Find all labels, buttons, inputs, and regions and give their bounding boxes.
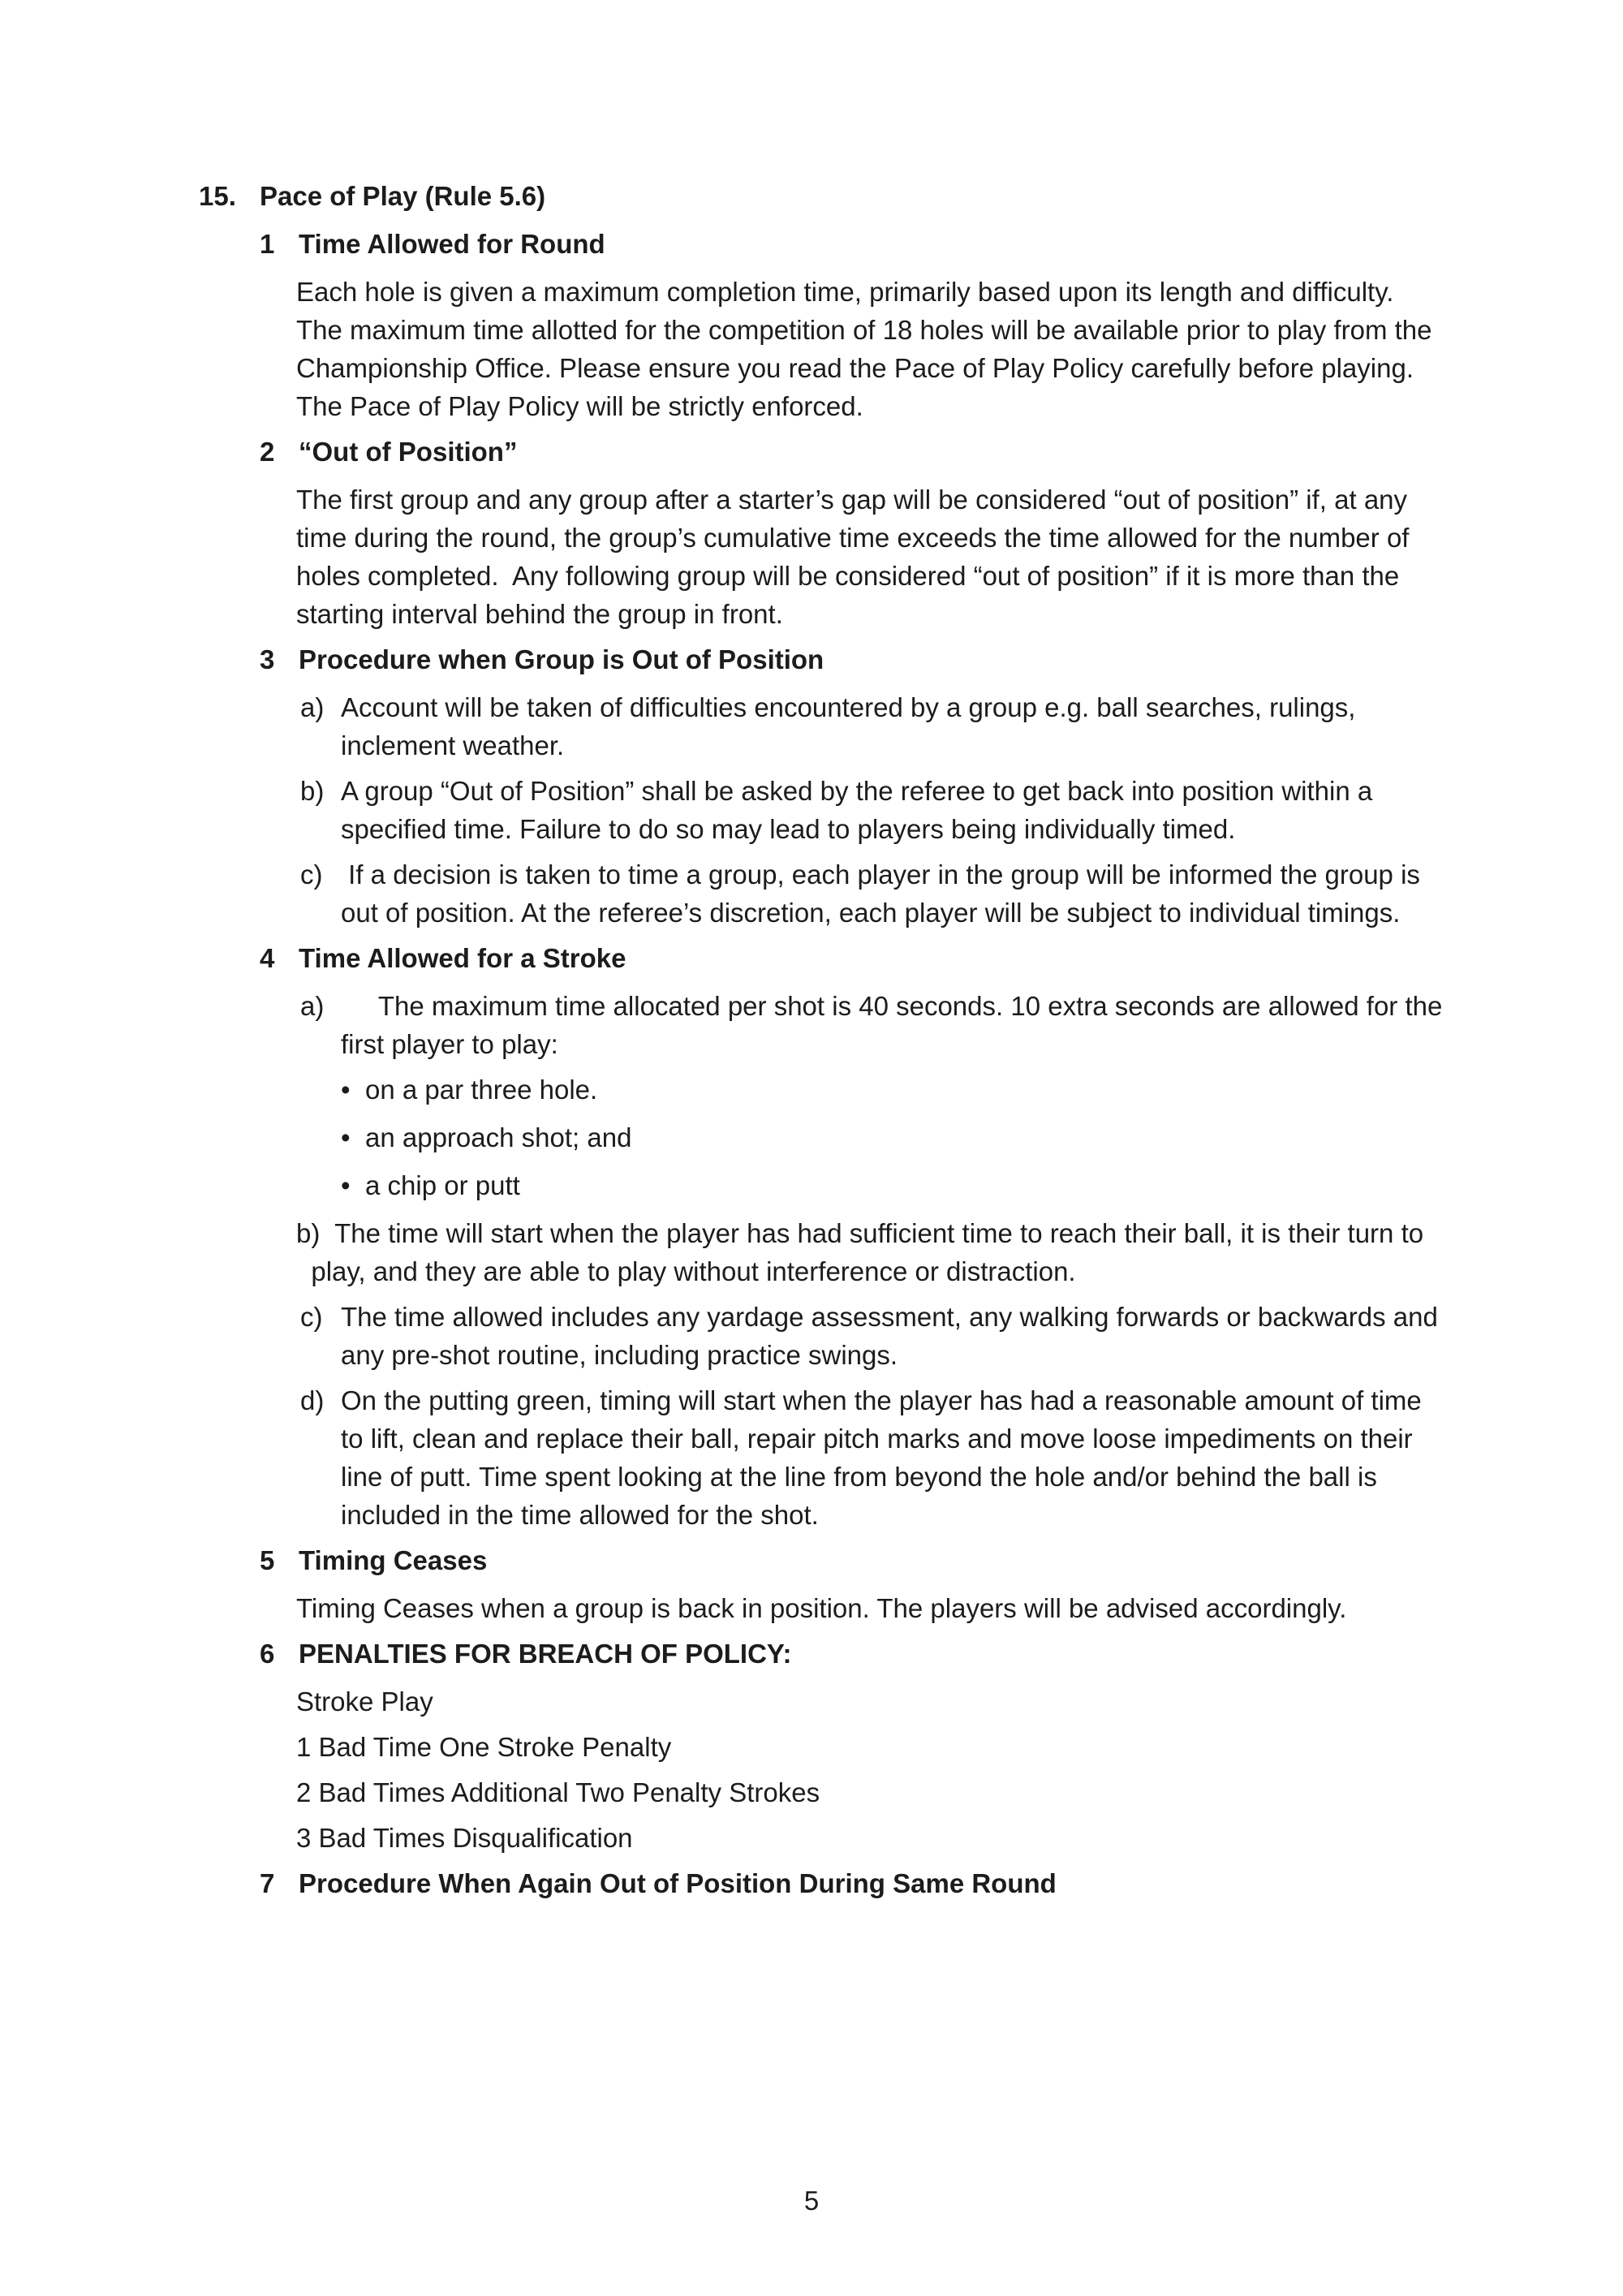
block-plain [296,1728,1444,1766]
block-text: b) The time will start when the player has had sufficient time to reach their ball, it is their turn to play, and they are able to play without interference or distraction. [296,1218,1424,1286]
block-heading [260,640,1444,678]
block-marker: • [341,1170,351,1200]
block-marker: c) [300,859,323,890]
block-marker: a) [300,991,325,1021]
page-number: 5 [803,2186,820,2216]
block-text: Procedure when Group is Out of Position [299,644,824,674]
block-text: Procedure When Again Out of Position During Same Round [299,1868,1057,1898]
block-plain [296,1214,1444,1290]
block-marker: 2 [260,437,275,467]
block-marker: 7 [260,1868,275,1898]
block-marker: c) [300,1302,323,1332]
block-marker: 3 [260,644,275,674]
block-section [199,177,1444,215]
block-marker: 15. [199,181,236,211]
block-marker: • [341,1122,351,1152]
block-marker: 1 [260,229,275,259]
block-text: on a par three hole. [365,1075,598,1105]
block-heading [260,1635,1444,1673]
block-marker: a) [300,692,325,722]
block-text: The first group and any group after a starter’s gap will be considered “out of position” if, at any time during the round, the group’s cumulative time exceeds the time allowed for the number of holes completed. Any following group will be considered “out of position” if it is more than the starting interval behind the group in front. [296,485,1410,629]
block-text: On the putting green, timing will start when the player has had a reasonable amount of time to lift, clean and replace their ball, repair pitch marks and move loose impediments on their line of putt. Time spent looking at the line from beyond the hole and/or behind the ball is included in the time allowed for the shot. [341,1385,1422,1530]
block-text: PENALTIES FOR BREACH OF POLICY: [299,1639,792,1669]
block-text: Time Allowed for Round [299,229,605,259]
document-body [0,177,1623,1912]
block-bullet [341,1166,1444,1204]
block-text: A group “Out of Position” shall be asked by the referee to get back into position within a specified time. Failure to do so may lead to players being individually timed. [341,776,1373,844]
block-text: 2 Bad Times Additional Two Penalty Strokes [296,1777,820,1807]
block-marker: 4 [260,943,275,973]
block-outdent [199,1589,1444,1627]
block-plain [296,1819,1444,1857]
block-alpha [300,1381,1444,1534]
block-plain [296,1773,1444,1811]
block-alpha [300,772,1444,848]
block-text: Stroke Play [296,1686,433,1717]
block-text: 1 Bad Time One Stroke Penalty [296,1732,672,1762]
block-heading [260,225,1444,263]
block-text: The maximum time allocated per shot is 40 seconds. 10 extra seconds are allowed for the first player to play: [341,991,1443,1059]
block-text: “Out of Position” [299,437,518,467]
block-text: Account will be taken of difficulties encountered by a group e.g. ball searches, rulings, inclement weather. [341,692,1356,760]
block-text: Timing Ceases [299,1545,488,1575]
block-text: Pace of Play (Rule 5.6) [260,181,546,211]
block-text: an approach shot; and [365,1122,632,1152]
block-alpha [300,987,1444,1063]
block-alpha [300,1298,1444,1374]
block-alpha [300,688,1444,765]
block-alpha [300,855,1444,932]
block-marker: d) [300,1385,325,1415]
block-marker: 6 [260,1639,275,1669]
block-bullet [341,1118,1444,1157]
block-marker: b) [300,776,325,806]
block-text: Each hole is given a maximum completion time, primarily based upon its length and difficulty. The maximum time allotted for the competition of 18 holes will be available prior to play from the Championship Office. Please ensure you read the Pace of Play Policy carefully before playing. The Pace of Play Policy will be strictly enforced. [296,277,1432,421]
block-heading [260,939,1444,977]
block-para [296,273,1444,425]
block-para [296,480,1444,633]
block-text: Timing Ceases when a group is back in position. The players will be advised accordingly. [296,1593,1347,1623]
block-heading [260,433,1444,471]
block-bullet [341,1070,1444,1109]
block-marker: 5 [260,1545,275,1575]
block-text: The time allowed includes any yardage assessment, any walking forwards or backwards and any pre-shot routine, including practice swings. [341,1302,1438,1370]
block-text: If a decision is taken to time a group, each player in the group will be informed the group is out of position. At the referee’s discretion, each player will be subject to individual timings. [341,859,1420,928]
block-text: 3 Bad Times Disqualification [296,1823,633,1853]
block-plain [296,1682,1444,1721]
block-heading [260,1864,1444,1902]
block-text: a chip or putt [365,1170,520,1200]
block-heading [260,1541,1444,1579]
block-marker: • [341,1075,351,1105]
block-text: Time Allowed for a Stroke [299,943,626,973]
